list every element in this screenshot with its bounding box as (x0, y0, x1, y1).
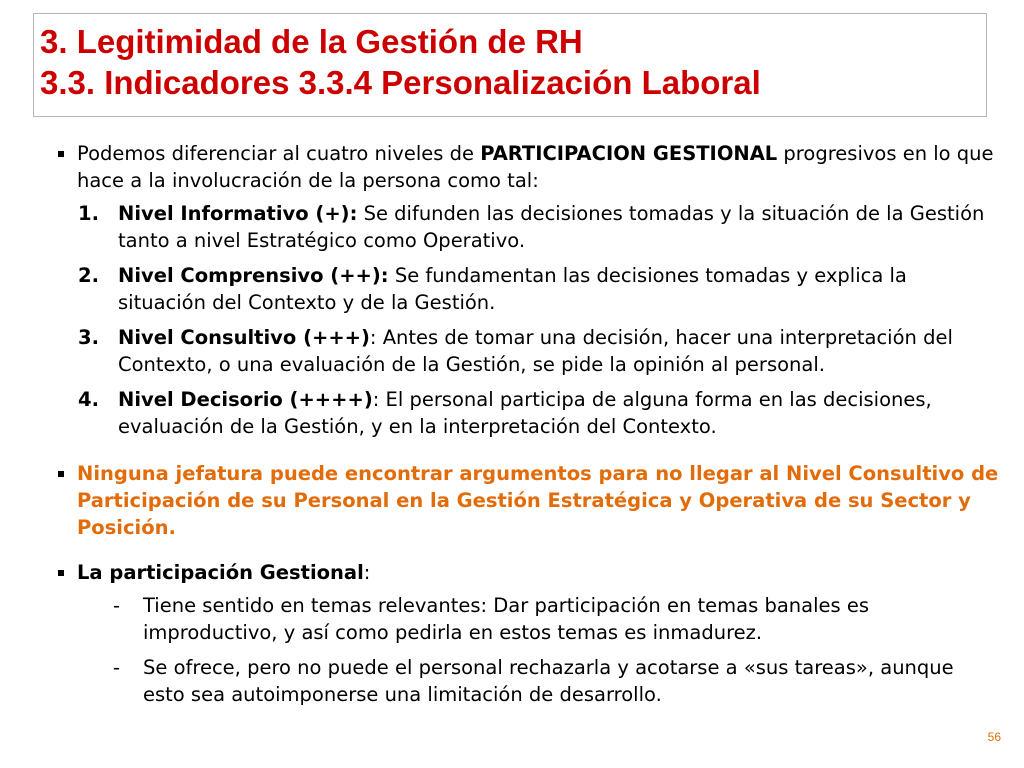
intro-text-before: Podemos diferenciar al cuatro niveles de (77, 142, 481, 165)
participation-item (56, 654, 1001, 708)
dash-marker: - (113, 656, 121, 679)
participation-item (56, 592, 1001, 646)
level-item (56, 386, 1001, 440)
intro-bold-term: PARTICIPACION GESTIONAL (480, 142, 778, 165)
intro-text-after: progresivos en lo que hace a la involucración de la persona como tal: (77, 142, 994, 192)
level-item (56, 262, 1001, 316)
slide-body (56, 140, 1001, 716)
highlight-bullet (56, 460, 1001, 541)
slide-title-line-1: 3. Legitimidad de la Gestión de RH (40, 23, 583, 60)
spacer (56, 541, 1001, 559)
highlight-text: Ninguna jefatura puede encontrar argumentos para no llegar al Nivel Consultivo de Participación de su Personal en la Gestión Estratégica y Operativa de su Sector y Posición. (77, 462, 999, 539)
square-bullet-icon (58, 471, 64, 477)
level-number: 3. (78, 326, 99, 349)
level-number: 2. (78, 264, 99, 287)
level-name: Nivel Informativo (+): (118, 202, 358, 225)
participation-bullet (56, 559, 1001, 586)
level-text: Se fundamentan las decisiones tomadas y explica la situación del Contexto y de la Gestión. (118, 264, 907, 314)
intro-bullet (56, 140, 1001, 194)
level-number: 1. (78, 202, 99, 225)
level-name: Nivel Comprensivo (++): (118, 264, 389, 287)
title-box (33, 13, 987, 117)
slide-title-line-2: 3.3. Indicadores 3.3.4 Personalización Laboral (40, 64, 761, 101)
level-number: 4. (78, 388, 99, 411)
page-number: 56 (987, 730, 1001, 744)
participation-item-text: Tiene sentido en temas relevantes: Dar participación en temas banales es improductivo, y así como pedirla en estos temas es inmadurez. (143, 594, 870, 644)
square-bullet-icon (58, 151, 64, 157)
level-text: : Antes de tomar una decisión, hacer una interpretación del Contexto, o una evaluación de la Gestión, se pide la opinión al personal. (118, 326, 953, 376)
spacer (56, 448, 1001, 460)
level-item (56, 200, 1001, 254)
level-item (56, 324, 1001, 378)
level-name: Nivel Consultivo (+++) (118, 326, 370, 349)
level-text: Se difunden las decisiones tomadas y la situación de la Gestión tanto a nivel Estratégico como Operativo. (118, 202, 985, 252)
participation-colon: : (363, 561, 371, 584)
participation-heading: La participación Gestional (77, 561, 364, 584)
level-text: : El personal participa de alguna forma en las decisiones, evaluación de la Gestión, y en la interpretación del Contexto. (118, 388, 932, 438)
level-name: Nivel Decisorio (++++) (118, 388, 373, 411)
participation-item-text: Se ofrece, pero no puede el personal rechazarla y acotarse a «sus tareas», aunque esto sea autoimponerse una limitación de desarrollo. (143, 656, 954, 706)
dash-marker: - (113, 594, 121, 617)
square-bullet-icon (58, 570, 64, 576)
levels-list (56, 200, 1001, 440)
